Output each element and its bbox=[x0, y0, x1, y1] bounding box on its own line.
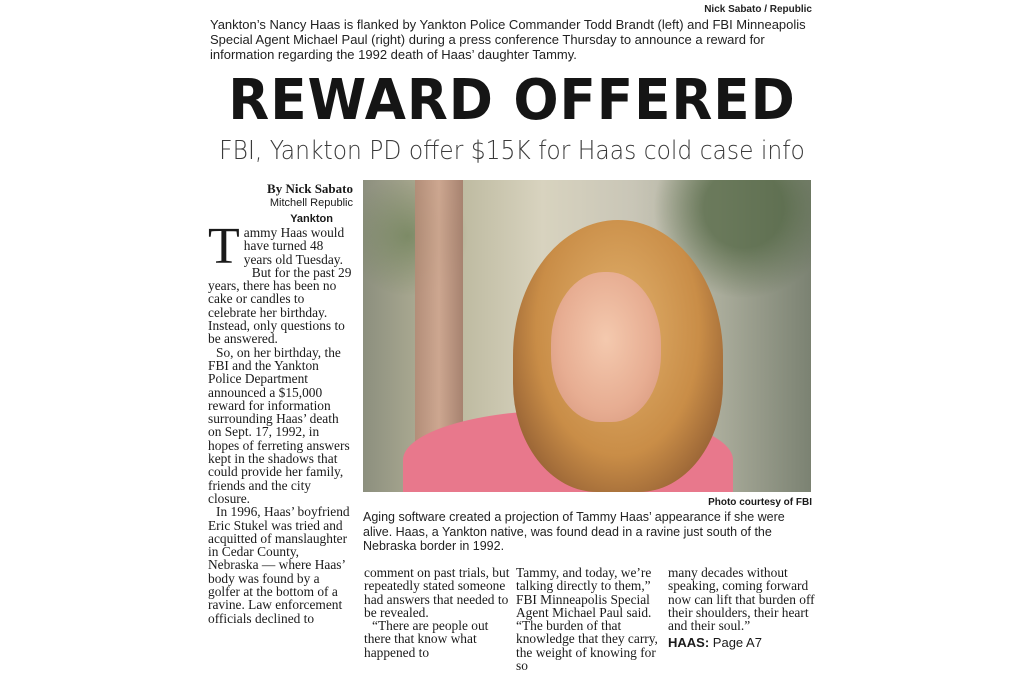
article-column-4 bbox=[668, 566, 816, 650]
top-photo-caption: Yankton’s Nancy Haas is flanked by Yankton Police Commander Todd Brandt (left) and FBI Minneapolis Special Agent Michael Paul (right) during a press conference Thursday to announce a reward for information regarding the 1992 death of Haas’ daughter Tammy. bbox=[210, 17, 806, 62]
subheadline: FBI, Yankton PD offer $15K for Haas cold case info bbox=[219, 136, 805, 166]
drop-cap: T bbox=[208, 218, 240, 275]
portrait-photo bbox=[363, 180, 811, 492]
article-paragraph: Tammy, and today, we’re talking directly to them,” FBI Minneapolis Special Agent Michael Paul said. “The burden of that knowledge that they carry, the weight of knowing for so bbox=[516, 565, 658, 674]
article-column-3 bbox=[516, 566, 666, 672]
article-paragraph: comment on past trials, but repeatedly stated someone had answers that needed to be revealed. bbox=[364, 565, 510, 620]
byline-author: By Nick Sabato bbox=[267, 181, 353, 196]
headline: REWARD OFFERED bbox=[228, 68, 796, 133]
article-paragraph: But for the past 29 years, there has been no cake or candles to celebrate her birthday. Instead, only questions to be answered. bbox=[208, 264, 352, 347]
jump-label: HAAS: bbox=[668, 635, 710, 651]
jump-page: Page A7 bbox=[712, 635, 762, 651]
top-photo-credit: Nick Sabato / Republic bbox=[704, 4, 812, 15]
article-paragraph: So, on her birthday, the FBI and the Yankton Police Department announced a $15,000 reward for information surrounding Haas’ death on Sept. 17, 1992, in hopes of ferreting answers kept in the shadows that could provide her family, friends and the city closure. bbox=[208, 344, 350, 506]
jump-line[interactable] bbox=[668, 636, 816, 649]
byline-organization: Mitchell Republic bbox=[269, 197, 353, 209]
article-column-1 bbox=[208, 218, 352, 626]
byline bbox=[208, 182, 353, 210]
photo-credit: Photo courtesy of FBI bbox=[708, 497, 812, 508]
article-paragraph: In 1996, Haas’ boyfriend Eric Stukel was tried and acquitted of manslaughter in Cedar County, Nebraska — where Haas’ body was found by a golfer at the bottom of a ravine. Law enforcement officials declined to bbox=[208, 504, 350, 626]
paragraph-text: ammy Haas would have turned 48 years old Tuesday. bbox=[243, 225, 345, 267]
article-column-2 bbox=[364, 566, 514, 659]
photo-face bbox=[551, 272, 661, 422]
photo-caption: Aging software created a projection of Tammy Haas’ appearance if she were alive. Haas, a Yankton native, was found dead in a ravine just south of the Nebraska border in 1992. bbox=[363, 510, 785, 553]
article-paragraph: many decades without speaking, coming forward now can lift that burden off their shoulders, their heart and their soul.” bbox=[668, 565, 815, 634]
article-paragraph: “There are people out there that know what happened to bbox=[364, 618, 489, 660]
dateline: Yankton bbox=[290, 213, 333, 225]
